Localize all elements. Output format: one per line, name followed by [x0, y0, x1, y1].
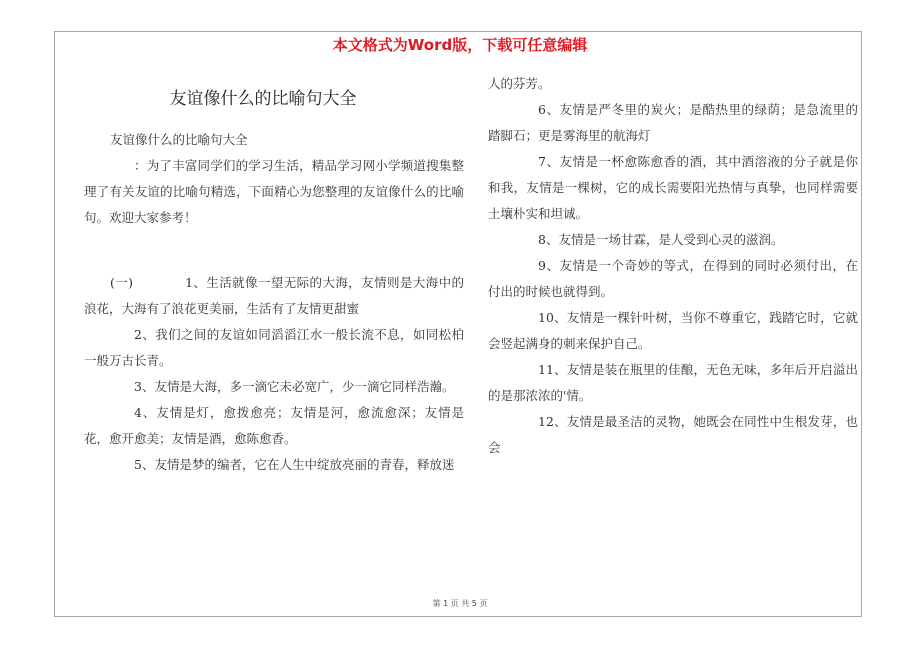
paragraph-12: 12、友情是最圣洁的灵物，她既会在同性中生根发芽，也会 [488, 414, 858, 455]
document-title: 友谊像什么的比喻句大全 [169, 89, 357, 109]
paragraph-9: 9、友情是一个奇妙的等式，在得到的同时必须付出，在付出的时候也就得到。 [488, 258, 858, 299]
paragraph-8: 8、友情是一场甘霖，是人受到心灵的滋润。 [538, 232, 784, 247]
paragraph-3: 3、友情是大海，多一滴它未必宽广，少一滴它同样浩瀚。 [134, 379, 455, 394]
header-banner: 本文格式为Word版，下载可任意编辑 [332, 36, 588, 54]
spacer [84, 231, 464, 270]
paragraph-11: 11、友情是装在瓶里的佳酿，无色无味，多年后开启溢出的是那浓浓的'情。 [488, 362, 858, 403]
left-column [84, 127, 464, 478]
paragraph-1: (一) 1、生活就像一望无际的大海，友情则是大海中的浪花，大海有了浪花更美丽，生活有了友情更甜蜜 [84, 275, 464, 316]
right-column [488, 71, 858, 461]
paragraph-10: 10、友情是一棵针叶树，当你不尊重它，践踏它时，它就会竖起满身的刺来保护自己。 [488, 310, 858, 351]
intro-paragraph: ：为了丰富同学们的学习生活，精品学习网小学频道搜集整理了有关友谊的比喻句精选，下面精心为您整理的友谊像什么的比喻句。欢迎大家参考！ [84, 158, 464, 225]
page-number: 第 1 页 共 5 页 [432, 599, 488, 608]
paragraph-7: 7、友情是一杯愈陈愈香的酒，其中酒溶液的分子就是你和我，友情是一棵树，它的成长需要阳光热情与真挚，也同样需要土壤朴实和坦诚。 [488, 154, 858, 221]
paragraph-5: 5、友情是梦的编者，它在人生中绽放亮丽的青春，释放迷 [134, 457, 455, 472]
paragraph-4: 4、友情是灯，愈拨愈亮；友情是河，愈流愈深；友情是花，愈开愈美；友情是酒，愈陈愈香。 [84, 405, 464, 446]
paragraph-2: 2、我们之间的友谊如同滔滔江水一般长流不息，如同松柏一般万古长青。 [84, 327, 464, 368]
paragraph-5-continued: 人的芬芳。 [488, 76, 551, 91]
subtitle: 友谊像什么的比喻句大全 [110, 132, 248, 147]
paragraph-6: 6、友情是严冬里的炭火；是酷热里的绿荫；是急流里的踏脚石；更是雾海里的航海灯 [488, 102, 858, 143]
